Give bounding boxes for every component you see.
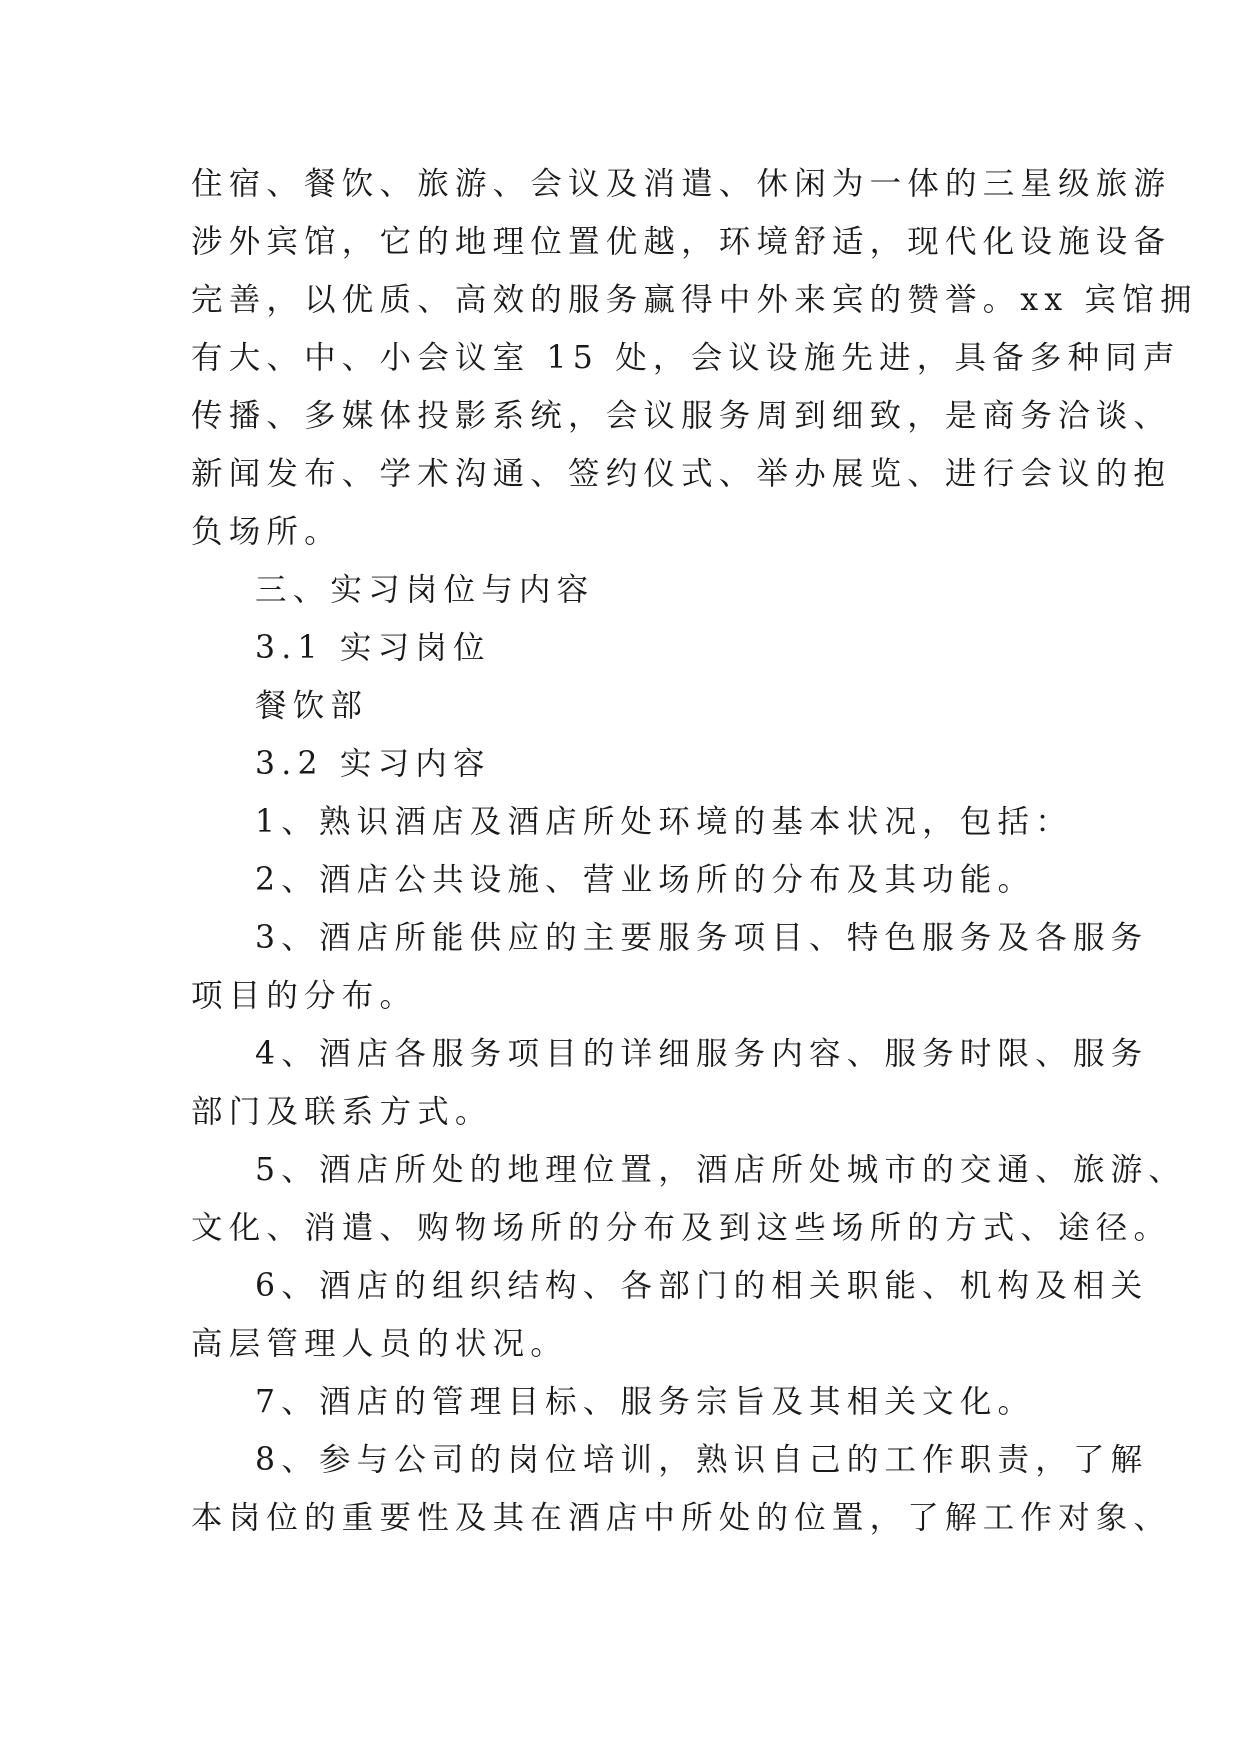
list-item-1: 1、熟识酒店及酒店所处环境的基本状况，包括： <box>255 804 1073 840</box>
subsection-heading-3-1: 3.1 实习岗位 <box>255 630 491 666</box>
section-heading: 三、实习岗位与内容 <box>255 572 595 608</box>
subsection-heading-3-2: 3.2 实习内容 <box>255 746 491 782</box>
body-line-6: 新闻发布、学术沟通、签约仪式、举办展览、进行会议的抱 <box>191 456 1172 492</box>
body-line-3: 完善，以优质、高效的服务赢得中外来宾的赞誉。xx 宾馆拥 <box>191 282 1198 318</box>
list-item-8-continued: 本岗位的重要性及其在酒店中所处的位置，了解工作对象、 <box>191 1500 1172 1536</box>
list-item-5: 5、酒店所处的地理位置，酒店所处城市的交通、旅游、 <box>255 1152 1187 1188</box>
body-line-4: 有大、中、小会议室 15 处，会议设施先进，具备多种同声 <box>191 340 1181 376</box>
body-line-2: 涉外宾馆，它的地理位置优越，环境舒适，现代化设施设备 <box>191 224 1172 260</box>
list-item-6-continued: 高层管理人员的状况。 <box>191 1326 569 1362</box>
list-item-6: 6、酒店的组织结构、各部门的相关职能、机构及相关 <box>255 1268 1149 1304</box>
list-item-7: 7、酒店的管理目标、服务宗旨及其相关文化。 <box>255 1384 1036 1420</box>
list-item-5-continued: 文化、消遣、购物场所的分布及到这些场所的方式、途径。 <box>191 1210 1172 1246</box>
list-item-4: 4、酒店各服务项目的详细服务内容、服务时限、服务 <box>255 1036 1149 1072</box>
body-line-5: 传播、多媒体投影系统，会议服务周到细致，是商务洽谈、 <box>191 398 1172 434</box>
body-line-1: 住宿、餐饮、旅游、会议及消遣、休闲为一体的三星级旅游 <box>191 166 1172 202</box>
document-body <box>191 155 1198 1547</box>
position-name: 餐饮部 <box>255 688 369 724</box>
list-item-8: 8、参与公司的岗位培训，熟识自己的工作职责，了解 <box>255 1442 1149 1478</box>
list-item-4-continued: 部门及联系方式。 <box>191 1094 493 1130</box>
body-line-7: 负场所。 <box>191 514 342 550</box>
list-item-3-continued: 项目的分布。 <box>191 978 418 1014</box>
list-item-3: 3、酒店所能供应的主要服务项目、特色服务及各服务 <box>255 920 1149 956</box>
list-item-2: 2、酒店公共设施、营业场所的分布及其功能。 <box>255 862 1036 898</box>
